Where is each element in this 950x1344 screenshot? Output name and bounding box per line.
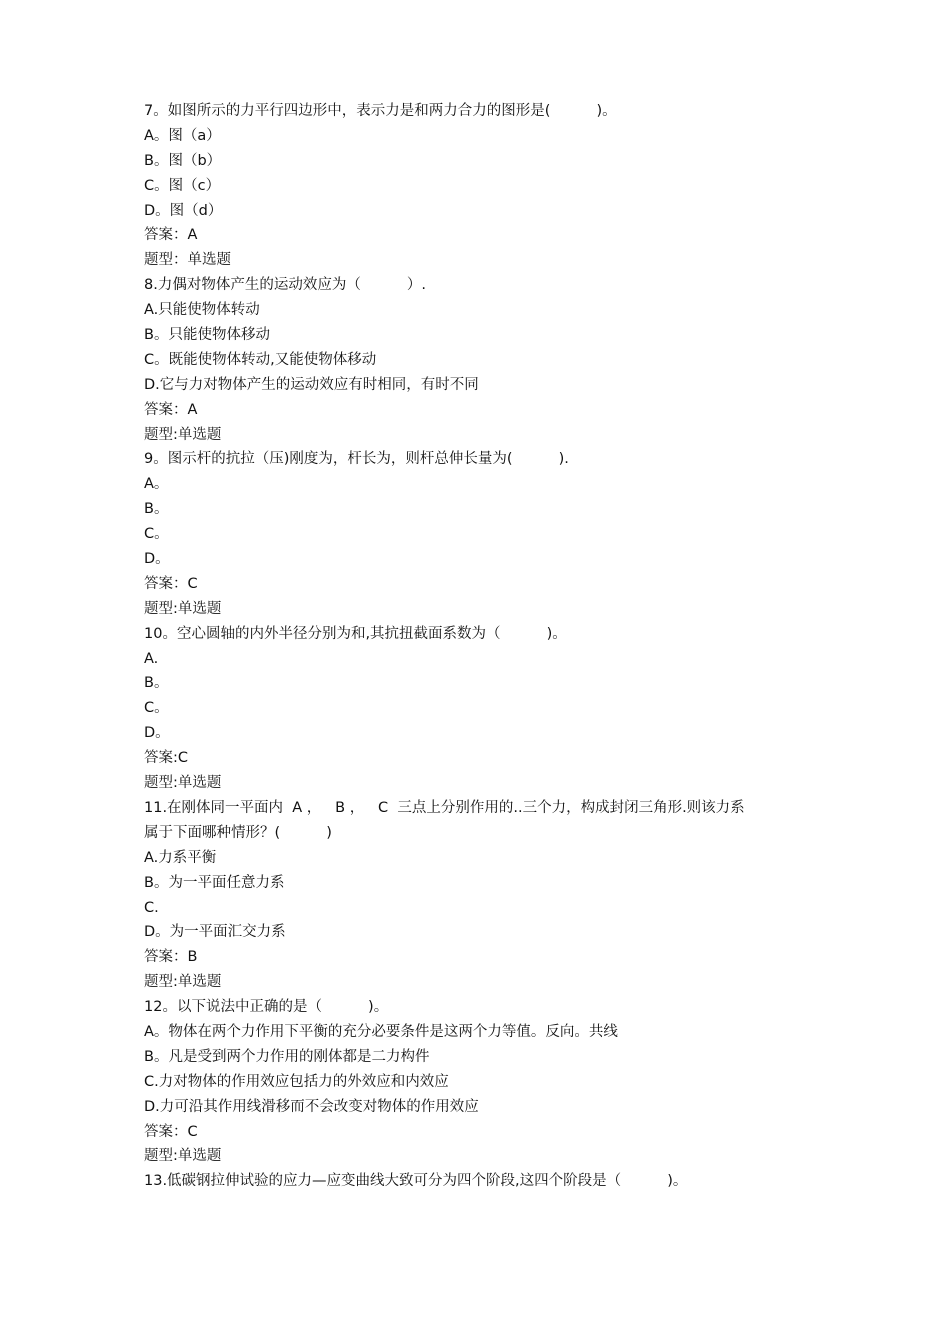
- q10-option-c: C。: [144, 700, 169, 717]
- q10-option-a: A.: [144, 650, 159, 667]
- q11-type: 题型:单选题: [144, 974, 222, 991]
- q8-option-b: B。只能使物体移动: [144, 327, 270, 344]
- q10-type: 题型:单选题: [144, 775, 222, 792]
- q7-answer: 答案：A: [144, 227, 198, 244]
- document-page: [144, 99, 824, 1194]
- q7-option-a: A。图（a）: [144, 127, 221, 144]
- q8-answer: 答案：A: [144, 401, 198, 418]
- q11-option-b: B。为一平面任意力系: [144, 874, 285, 891]
- q8-option-a: A.只能使物体转动: [144, 302, 260, 319]
- q11-stem-line2: 属于下面哪种情形？( ): [144, 824, 332, 841]
- q9-option-c: C。: [144, 526, 169, 543]
- q7-option-c: C。图（c）: [144, 177, 221, 194]
- q12-option-b: B。凡是受到两个力作用的刚体都是二力构件: [144, 1048, 430, 1065]
- q7-stem: 7。如图所示的力平行四边形中，表示力是和两力合力的图形是( )。: [144, 103, 617, 119]
- q10-answer: 答案:C: [144, 750, 189, 767]
- q7-option-b: B。图（b）: [144, 152, 222, 169]
- q9-option-d: D。: [144, 551, 170, 568]
- q7-type: 题型：单选题: [144, 252, 231, 269]
- q11-option-c: C.: [144, 899, 159, 916]
- q9-stem: 9。图示杆的抗拉（压)刚度为，杆长为，则杆总伸长量为( ).: [144, 451, 569, 468]
- q12-answer: 答案：C: [144, 1123, 198, 1140]
- q9-option-b: B。: [144, 501, 169, 518]
- q8-type: 题型:单选题: [144, 426, 222, 443]
- q8-option-c: C。既能使物体转动,又能使物体移动: [144, 351, 377, 368]
- q11-option-d: D。为一平面汇交力系: [144, 924, 286, 941]
- q11-option-a: A.力系平衡: [144, 849, 217, 866]
- q8-stem: 8.力偶对物体产生的运动效应为（ ）.: [144, 277, 427, 294]
- q10-option-b: B。: [144, 675, 169, 692]
- q9-answer: 答案：C: [144, 575, 198, 592]
- q12-option-a: A。物体在两个力作用下平衡的充分必要条件是这两个力等值。反向。共线: [144, 1023, 618, 1040]
- q10-option-d: D。: [144, 725, 170, 742]
- q12-option-d: D.力可沿其作用线滑移而不会改变对物体的作用效应: [144, 1098, 479, 1115]
- q9-option-a: A。: [144, 476, 169, 493]
- q11-stem-line1: 11.在刚体同一平面内 A ， B ， C 三点上分别作用的..三个力，构成封闭三角形.则该力系: [144, 799, 745, 816]
- q11-answer: 答案：B: [144, 949, 198, 966]
- q10-stem: 10。空心圆轴的内外半径分别为和,其抗扭截面系数为（ )。: [144, 625, 567, 642]
- q9-type: 题型:单选题: [144, 600, 222, 617]
- q8-option-d: D.它与力对物体产生的运动效应有时相同，有时不同: [144, 376, 479, 393]
- q7-option-d: D。图（d）: [144, 202, 223, 219]
- q12-stem: 12。以下说法中正确的是（ )。: [144, 999, 389, 1016]
- q13-stem: 13.低碳钢拉伸试验的应力—应变曲线大致可分为四个阶段,这四个阶段是（ )。: [144, 1173, 688, 1190]
- q12-type: 题型:单选题: [144, 1148, 222, 1165]
- q12-option-c: C.力对物体的作用效应包括力的外效应和内效应: [144, 1073, 449, 1090]
